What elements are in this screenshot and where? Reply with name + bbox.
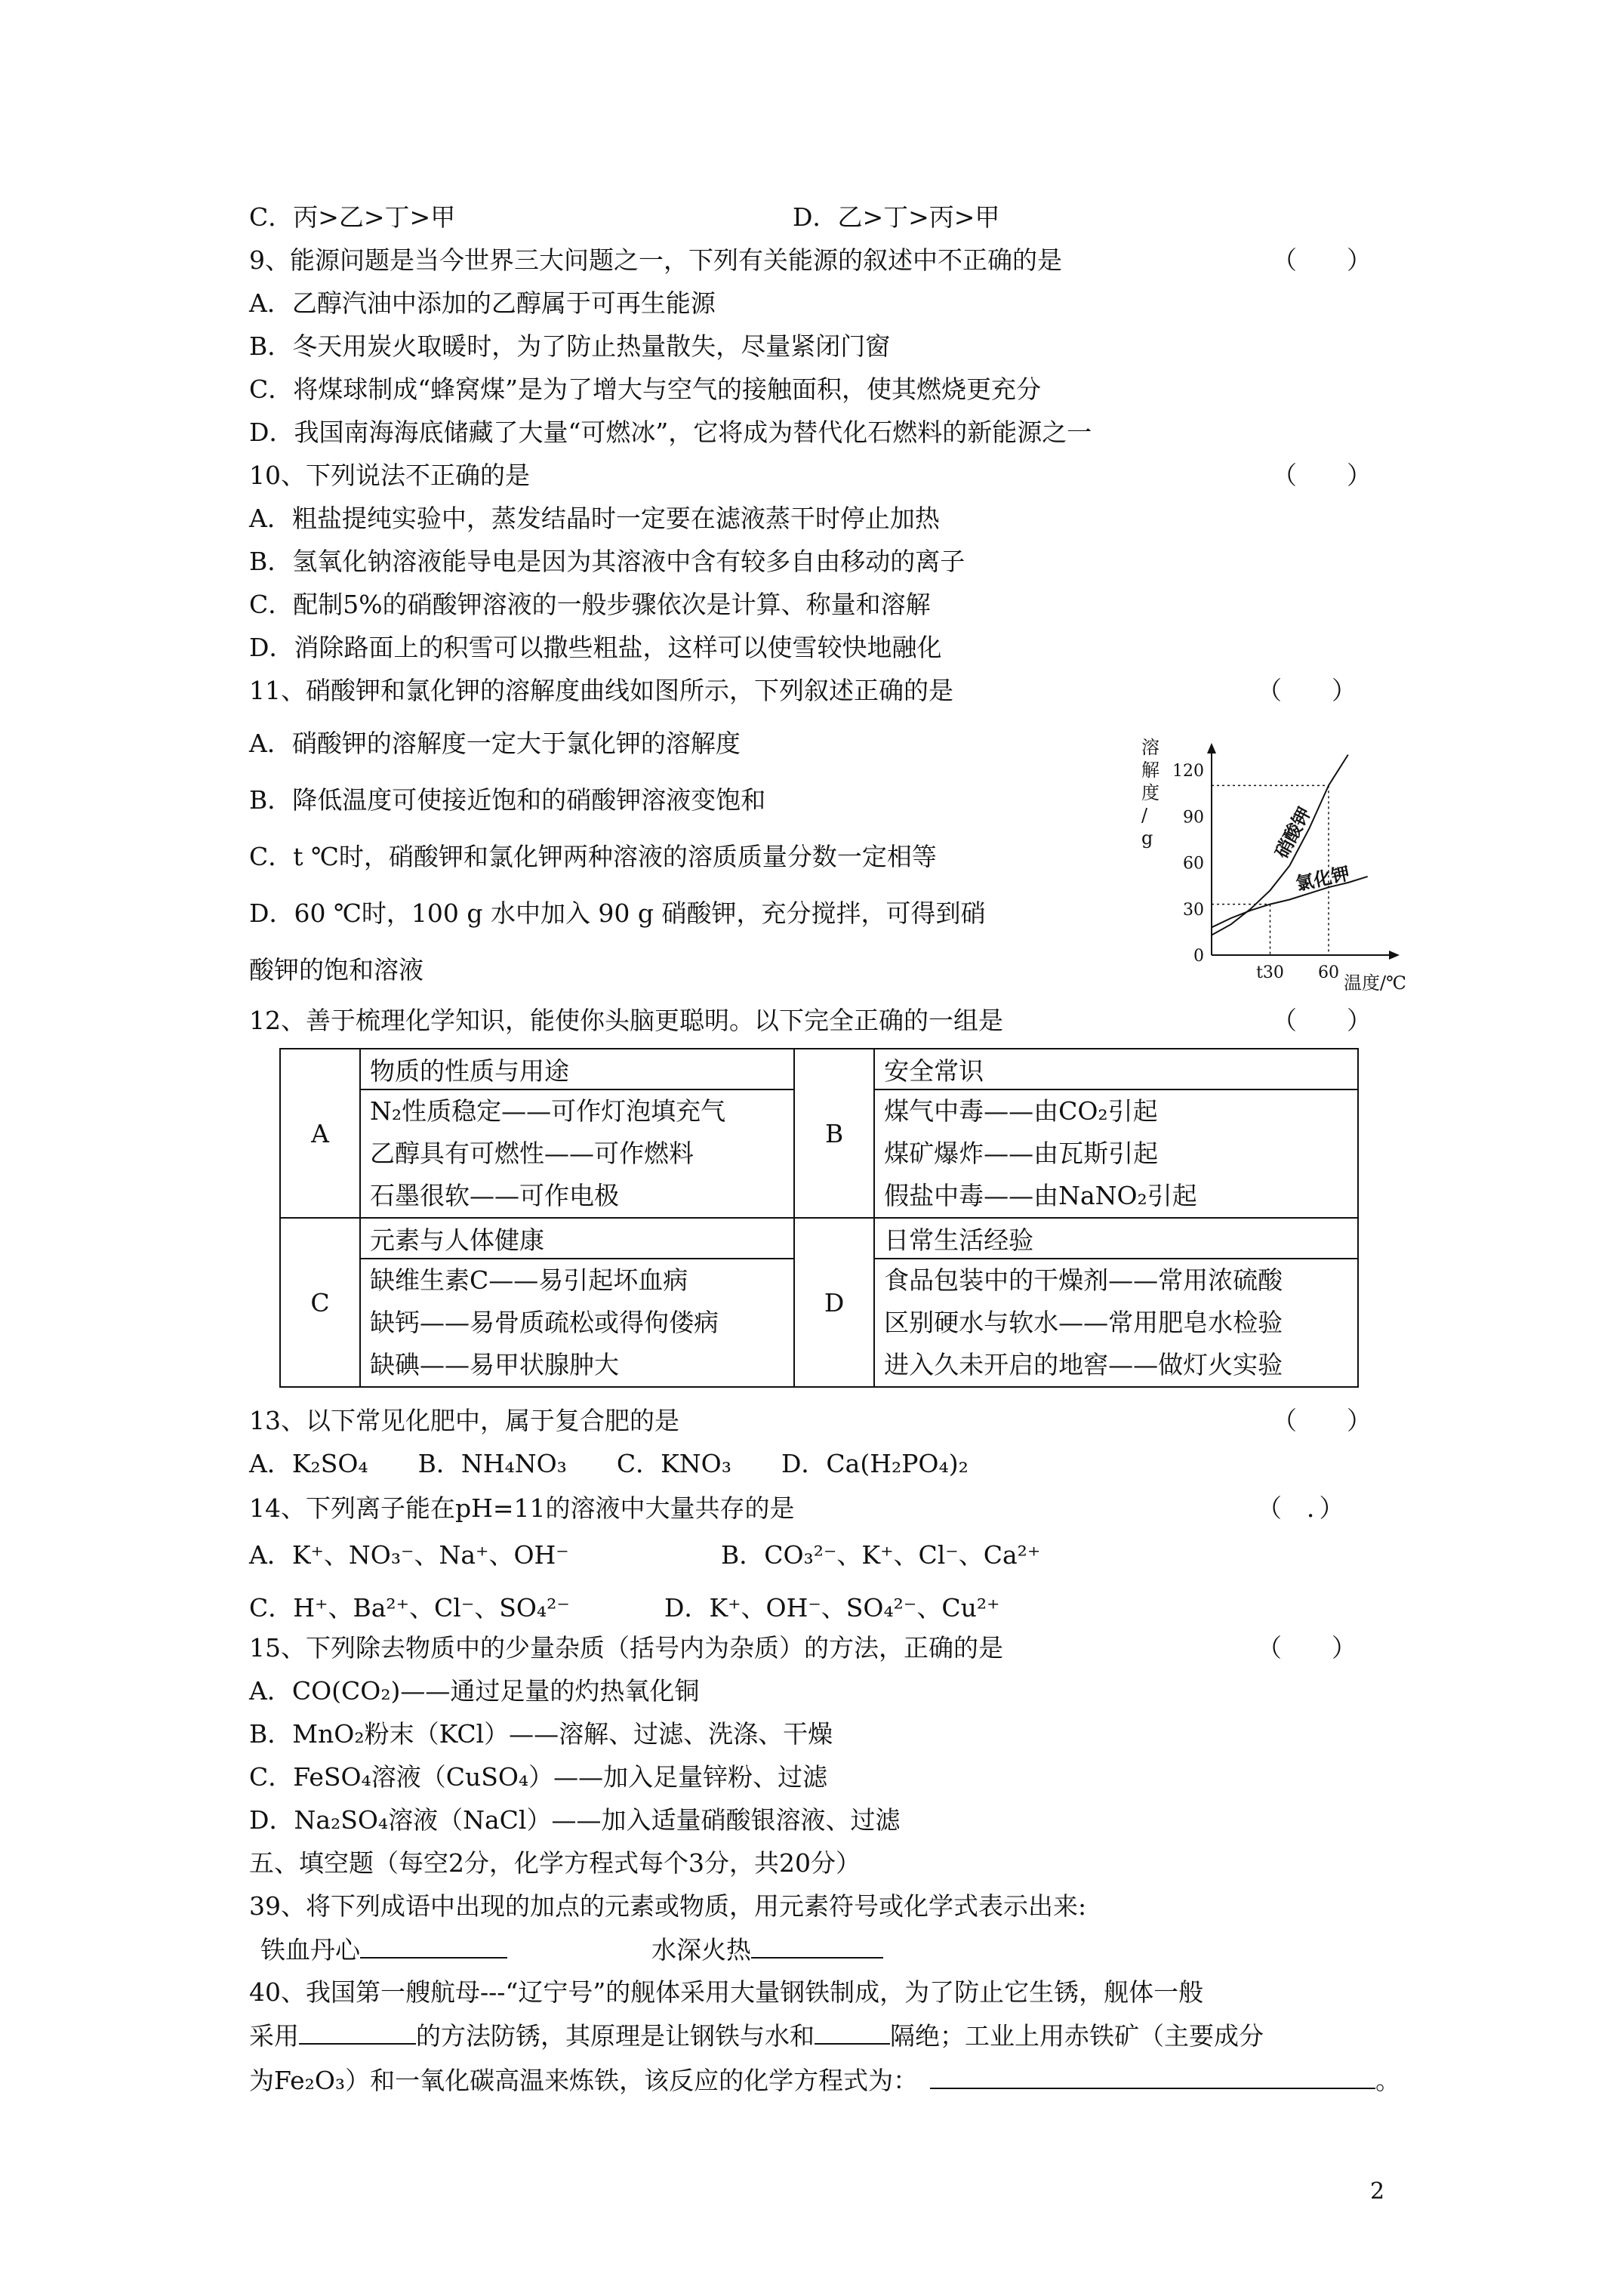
q9-stem: 9、能源问题是当今世界三大问题之一，下列有关能源的叙述中不正确的是: [249, 245, 1062, 275]
solubility-chart: [1125, 725, 1419, 997]
q10-option-b: B．氢氧化钠溶液能导电是因为其溶液中含有较多自由移动的离子: [249, 547, 965, 576]
q40-text: 采用: [249, 2021, 299, 2051]
q39-stem: 39、将下列成语中出现的加点的元素或物质，用元素符号或化学式表示出来:: [249, 1891, 1087, 1921]
q10-option-a: A．粗盐提纯实验中，蒸发结晶时一定要在滤液蒸干时停止加热: [249, 504, 940, 533]
q13-stem: 13、以下常见化肥中，属于复合肥的是: [249, 1406, 679, 1435]
q40-line-1: 40、我国第一艘航母---“辽宁号”的舰体采用大量钢铁制成，为了防止它生锈，舰体一般: [249, 1977, 1204, 2007]
section-five-title: 五、填空题（每空2分，化学方程式每个3分，共20分）: [249, 1848, 861, 1878]
q14-answer-paren: （ ．）: [1257, 1493, 1344, 1523]
q12-label-c: C: [280, 1218, 360, 1387]
q12-label-d: D: [794, 1218, 874, 1387]
q14-option-d: D．K⁺、OH⁻、SO₄²⁻、Cu²⁺: [664, 1593, 1000, 1623]
q15-option-c: C．FeSO₄溶液（CuSO₄）——加入足量锌粉、过滤: [249, 1762, 828, 1792]
q14-option-c: C．H⁺、Ba²⁺、Cl⁻、SO₄²⁻: [249, 1593, 570, 1623]
q40-text: 。: [1375, 2066, 1401, 2095]
q11-option-d-line1: D．60 ℃时，100 g 水中加入 90 g 硝酸钾，充分搅拌，可得到硝: [249, 898, 986, 928]
q8-option-d: D．乙>丁>丙>甲: [793, 202, 1000, 232]
q14-option-a: A．K⁺、NO₃⁻、Na⁺、OH⁻: [249, 1540, 569, 1570]
q12-c-line: 缺钙——易骨质疏松或得佝偻病: [370, 1308, 719, 1337]
q39-idiom-1: 铁血丹心: [260, 1935, 360, 1965]
q12-a-lines: [360, 1089, 794, 1218]
y-tick-label: 120: [1172, 762, 1204, 781]
q11-answer-paren: （ ）: [1257, 676, 1357, 705]
q40-line-3: [249, 2065, 1400, 2096]
q10-option-c: C．配制5%的硝酸钾溶液的一般步骤依次是计算、称量和溶解: [249, 590, 931, 619]
q12-d-title: 日常生活经验: [874, 1218, 1358, 1259]
q14-stem: 14、下列离子能在pH=11的溶液中大量共存的是: [249, 1493, 795, 1523]
q12-b-title: 安全常识: [874, 1049, 1358, 1089]
ylabel-char: 解: [1141, 760, 1160, 781]
page-number: 2: [1370, 2178, 1385, 2205]
q12-c-title: 元素与人体健康: [360, 1218, 794, 1259]
q40-text: 的方法防锈，其原理是让钢铁与水和: [416, 2021, 815, 2051]
q11-option-b: B．降低温度可使接近饱和的硝酸钾溶液变饱和: [249, 785, 766, 815]
y-axis-arrow: [1207, 743, 1216, 754]
series-label-kno3: 硝酸钾: [1270, 803, 1316, 862]
q12-a-line: N₂性质稳定——可作灯泡填充气: [370, 1096, 726, 1126]
y-tick-label: 0: [1193, 947, 1204, 966]
q11-option-a: A．硝酸钾的溶解度一定大于氯化钾的溶解度: [249, 729, 741, 758]
q13-options: A．K₂SO₄ B．NH₄NO₃ C．KNO₃ D．Ca(H₂PO₄)₂: [249, 1449, 969, 1478]
q9-option-a: A．乙醇汽油中添加的乙醇属于可再生能源: [249, 288, 716, 318]
q12-d-line: 进入久未开启的地窖——做灯火实验: [884, 1350, 1283, 1379]
q12-d-line: 区别硬水与软水——常用肥皂水检验: [884, 1308, 1283, 1337]
q12-c-line: 缺维生素C——易引起坏血病: [370, 1265, 688, 1295]
q15-stem: 15、下列除去物质中的少量杂质（括号内为杂质）的方法，正确的是: [249, 1633, 1003, 1663]
y-tick-label: 60: [1183, 854, 1204, 874]
q12-stem: 12、善于梳理化学知识，能使你头脑更聪明。以下完全正确的一组是: [249, 1006, 1003, 1035]
q39-answer-row: [260, 1934, 883, 1965]
q15-answer-paren: （ ）: [1257, 1633, 1357, 1663]
x-tick-label: 60: [1318, 963, 1339, 982]
q12-label-a: A: [280, 1049, 360, 1218]
q39-idiom-2: 水深火热: [651, 1935, 751, 1965]
q12-b-lines: [874, 1089, 1358, 1218]
q12-a-title: 物质的性质与用途: [360, 1049, 794, 1089]
q14-option-b: B．CO₃²⁻、K⁺、Cl⁻、Ca²⁺: [721, 1540, 1041, 1570]
x-tick-label: t30: [1256, 963, 1284, 982]
q12-d-lines: [874, 1259, 1358, 1387]
y-tick-label: 90: [1183, 808, 1204, 827]
chart-marks: [1172, 755, 1368, 982]
q9-option-d: D．我国南海海底储藏了大量“可燃冰”，它将成为替代化石燃料的新能源之一: [249, 418, 1092, 447]
q11-option-d-line2: 酸钾的饱和溶液: [249, 955, 423, 985]
ylabel-char: 溶: [1141, 737, 1160, 758]
q15-option-d: D．Na₂SO₄溶液（NaCl）——加入适量硝酸银溶液、过滤: [249, 1805, 901, 1835]
q9-option-c: C．将煤球制成“蜂窝煤”是为了增大与空气的接触面积，使其燃烧更充分: [249, 374, 1041, 404]
q10-answer-paren: （ ）: [1272, 461, 1372, 490]
q15-option-b: B．MnO₂粉末（KCl）——溶解、过滤、洗涤、干燥: [249, 1719, 833, 1749]
q12-answer-paren: （ ）: [1272, 1006, 1372, 1035]
q10-option-d: D．消除路面上的积雪可以撒些粗盐，这样可以使雪较快地融化: [249, 633, 942, 662]
q12-options-table: [279, 1048, 1359, 1388]
q12-b-line: 假盐中毒——由NaNO₂引起: [884, 1181, 1197, 1210]
q10-stem: 10、下列说法不正确的是: [249, 461, 530, 490]
q9-option-b: B．冬天用炭火取暖时，为了防止热量散失，尽量紧闭门窗: [249, 331, 891, 361]
y-tick-label: 30: [1183, 900, 1204, 920]
q11-stem: 11、硝酸钾和氯化钾的溶解度曲线如图所示，下列叙述正确的是: [249, 676, 953, 705]
q40-text: 隔绝；工业上用赤铁矿（主要成分: [890, 2021, 1264, 2051]
ylabel-char: 度: [1141, 782, 1160, 803]
ylabel-char: /: [1141, 805, 1148, 826]
ylabel-char: g: [1141, 827, 1153, 849]
q12-c-lines: [360, 1259, 794, 1387]
q40-text: 为Fe₂O₃）和一氧化碳高温来炼铁，该反应的化学方程式为：: [249, 2066, 919, 2095]
chart-ylabel: [1141, 737, 1160, 849]
q12-c-line: 缺碘——易甲状腺肿大: [370, 1350, 619, 1379]
chart-axes: [1207, 743, 1400, 960]
x-axis-arrow: [1389, 951, 1400, 960]
q8-option-c: C．丙>乙>丁>甲: [249, 202, 456, 232]
q12-a-line: 石墨很软——可作电极: [370, 1181, 619, 1210]
q40-line-2: [249, 2020, 1264, 2051]
q12-label-b: B: [794, 1049, 874, 1218]
q12-b-line: 煤气中毒——由CO₂引起: [884, 1096, 1158, 1126]
q12-d-line: 食品包装中的干燥剂——常用浓硫酸: [884, 1265, 1283, 1295]
q13-answer-paren: （ ）: [1272, 1406, 1372, 1435]
q39-blank-2[interactable]: [751, 1934, 883, 1959]
q40-equation-blank[interactable]: [930, 2065, 1375, 2089]
q40-blank-1[interactable]: [299, 2020, 416, 2045]
q11-option-c: C．t ℃时，硝酸钾和氯化钾两种溶液的溶质质量分数一定相等: [249, 842, 937, 871]
q39-blank-1[interactable]: [360, 1934, 507, 1959]
q12-b-line: 煤矿爆炸——由瓦斯引起: [884, 1139, 1159, 1168]
q9-answer-paren: （ ）: [1272, 245, 1372, 275]
q15-option-a: A．CO(CO₂)——通过足量的灼热氧化铜: [249, 1676, 700, 1706]
q40-blank-2[interactable]: [815, 2020, 890, 2045]
q12-a-line: 乙醇具有可燃性——可作燃料: [370, 1139, 694, 1168]
series-label-kcl: 氯化钾: [1293, 861, 1352, 895]
chart-xlabel: 温度/℃: [1344, 972, 1406, 994]
